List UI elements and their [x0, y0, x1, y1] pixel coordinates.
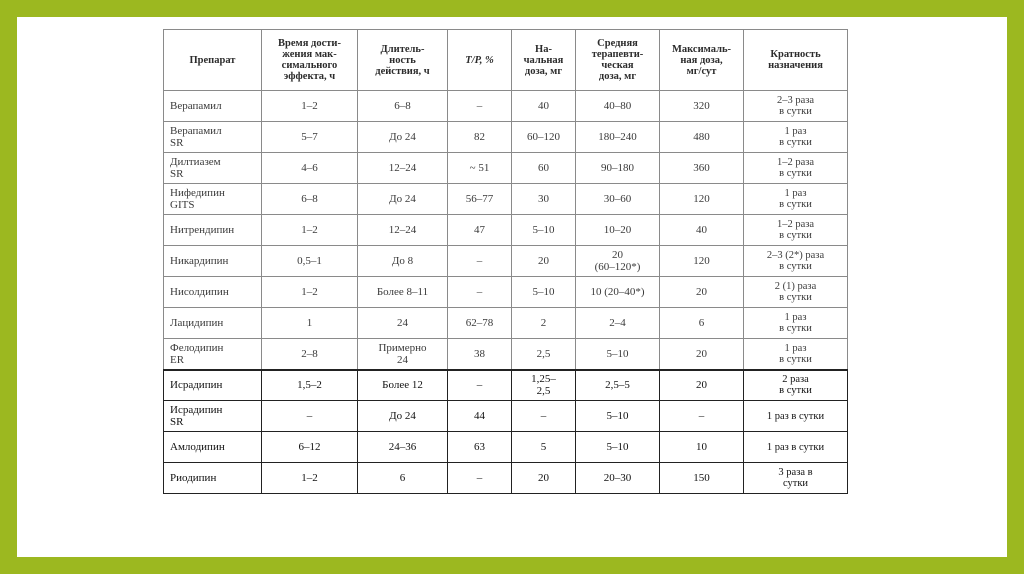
table-row [164, 432, 848, 463]
cell-initial-dose: 2 [512, 308, 576, 339]
cell-tp: – [448, 91, 512, 122]
cell-max-dose: 150 [660, 463, 744, 494]
drug-table [163, 29, 848, 494]
cell-mean-dose: 20 (60–120*) [576, 246, 660, 277]
cell-frequency: 1 раз в сутки [744, 308, 848, 339]
cell-frequency: 1 раз в сутки [744, 432, 848, 463]
cell-time-to-max: 1 [262, 308, 358, 339]
cell-initial-dose: 5 [512, 432, 576, 463]
cell-max-dose: 120 [660, 184, 744, 215]
cell-max-dose: 20 [660, 277, 744, 308]
table-row [164, 308, 848, 339]
cell-mean-dose: 5–10 [576, 339, 660, 370]
cell-drug: Дилтиазем SR [164, 153, 262, 184]
header-time-to-max-effect: Время дости- жения мак- симального эффекта, ч [262, 30, 358, 91]
cell-mean-dose: 10 (20–40*) [576, 277, 660, 308]
cell-drug: Исрадипин [164, 370, 262, 401]
cell-duration: Более 12 [358, 370, 448, 401]
cell-drug: Нитрендипин [164, 215, 262, 246]
cell-drug: Верапамил [164, 91, 262, 122]
cell-time-to-max: 1,5–2 [262, 370, 358, 401]
header-frequency: Кратность назначения [744, 30, 848, 91]
table-row [164, 370, 848, 401]
header-tp: T/P, % [448, 30, 512, 91]
cell-frequency: 1–2 раза в сутки [744, 153, 848, 184]
cell-time-to-max: – [262, 401, 358, 432]
cell-mean-dose: 20–30 [576, 463, 660, 494]
cell-max-dose: 20 [660, 339, 744, 370]
cell-max-dose: 320 [660, 91, 744, 122]
cell-mean-dose: 5–10 [576, 432, 660, 463]
cell-initial-dose: 20 [512, 463, 576, 494]
cell-max-dose: 120 [660, 246, 744, 277]
cell-mean-dose: 90–180 [576, 153, 660, 184]
cell-duration: Примерно 24 [358, 339, 448, 370]
cell-duration: До 24 [358, 184, 448, 215]
header-mean-dose: Средняя терапевти- ческая доза, мг [576, 30, 660, 91]
cell-frequency: 2–3 раза в сутки [744, 91, 848, 122]
cell-duration: До 24 [358, 122, 448, 153]
cell-mean-dose: 180–240 [576, 122, 660, 153]
header-initial-dose: На- чальная доза, мг [512, 30, 576, 91]
cell-drug: Нифедипин GITS [164, 184, 262, 215]
cell-mean-dose: 5–10 [576, 401, 660, 432]
header-max-dose: Максималь- ная доза, мг/сут [660, 30, 744, 91]
cell-drug: Исрадипин SR [164, 401, 262, 432]
cell-initial-dose: 30 [512, 184, 576, 215]
table-row [164, 463, 848, 494]
cell-tp: 38 [448, 339, 512, 370]
table-row [164, 215, 848, 246]
cell-mean-dose: 30–60 [576, 184, 660, 215]
cell-time-to-max: 2–8 [262, 339, 358, 370]
cell-mean-dose: 2–4 [576, 308, 660, 339]
cell-tp: 56–77 [448, 184, 512, 215]
cell-max-dose: 6 [660, 308, 744, 339]
cell-drug: Амлодипин [164, 432, 262, 463]
cell-mean-dose: 2,5–5 [576, 370, 660, 401]
cell-initial-dose: 60 [512, 153, 576, 184]
header-drug: Препарат [164, 30, 262, 91]
cell-tp: 44 [448, 401, 512, 432]
cell-drug: Фелодипин ER [164, 339, 262, 370]
cell-initial-dose: 60–120 [512, 122, 576, 153]
cell-duration: 24 [358, 308, 448, 339]
cell-time-to-max: 5–7 [262, 122, 358, 153]
cell-time-to-max: 1–2 [262, 91, 358, 122]
cell-frequency: 2 (1) раза в сутки [744, 277, 848, 308]
cell-tp: 82 [448, 122, 512, 153]
cell-drug: Нисолдипин [164, 277, 262, 308]
cell-initial-dose: 5–10 [512, 277, 576, 308]
header-row [164, 30, 848, 91]
slide [17, 17, 1007, 557]
cell-duration: 12–24 [358, 153, 448, 184]
cell-time-to-max: 0,5–1 [262, 246, 358, 277]
table-row [164, 91, 848, 122]
cell-max-dose: 480 [660, 122, 744, 153]
cell-max-dose: 40 [660, 215, 744, 246]
cell-time-to-max: 1–2 [262, 277, 358, 308]
header-duration: Длитель- ность действия, ч [358, 30, 448, 91]
cell-frequency: 1–2 раза в сутки [744, 215, 848, 246]
table-row [164, 401, 848, 432]
table-row [164, 153, 848, 184]
cell-drug: Риодипин [164, 463, 262, 494]
cell-initial-dose: 20 [512, 246, 576, 277]
cell-initial-dose: 5–10 [512, 215, 576, 246]
cell-tp: – [448, 246, 512, 277]
cell-duration: 6 [358, 463, 448, 494]
cell-tp: – [448, 370, 512, 401]
cell-time-to-max: 1–2 [262, 215, 358, 246]
cell-frequency: 1 раз в сутки [744, 184, 848, 215]
cell-time-to-max: 6–8 [262, 184, 358, 215]
table-body [164, 91, 848, 494]
cell-frequency: 1 раз в сутки [744, 401, 848, 432]
cell-drug: Лацидипин [164, 308, 262, 339]
cell-initial-dose: 40 [512, 91, 576, 122]
cell-tp: – [448, 277, 512, 308]
cell-initial-dose: 2,5 [512, 339, 576, 370]
cell-duration: Более 8–11 [358, 277, 448, 308]
cell-tp: 62–78 [448, 308, 512, 339]
cell-drug: Верапамил SR [164, 122, 262, 153]
table-row [164, 246, 848, 277]
cell-initial-dose: – [512, 401, 576, 432]
cell-max-dose: 360 [660, 153, 744, 184]
cell-duration: 24–36 [358, 432, 448, 463]
cell-duration: 12–24 [358, 215, 448, 246]
cell-time-to-max: 6–12 [262, 432, 358, 463]
cell-tp: ~ 51 [448, 153, 512, 184]
cell-tp: 63 [448, 432, 512, 463]
cell-mean-dose: 10–20 [576, 215, 660, 246]
cell-initial-dose: 1,25– 2,5 [512, 370, 576, 401]
cell-tp: 47 [448, 215, 512, 246]
cell-max-dose: 20 [660, 370, 744, 401]
cell-frequency: 1 раз в сутки [744, 122, 848, 153]
table-row [164, 122, 848, 153]
table-row [164, 339, 848, 370]
cell-max-dose: 10 [660, 432, 744, 463]
cell-duration: До 8 [358, 246, 448, 277]
cell-mean-dose: 40–80 [576, 91, 660, 122]
cell-duration: 6–8 [358, 91, 448, 122]
table-row [164, 184, 848, 215]
cell-tp: – [448, 463, 512, 494]
cell-frequency: 2–3 (2*) раза в сутки [744, 246, 848, 277]
cell-frequency: 1 раз в сутки [744, 339, 848, 370]
cell-duration: До 24 [358, 401, 448, 432]
table-row [164, 277, 848, 308]
cell-drug: Никардипин [164, 246, 262, 277]
cell-time-to-max: 4–6 [262, 153, 358, 184]
cell-max-dose: – [660, 401, 744, 432]
cell-frequency: 2 раза в сутки [744, 370, 848, 401]
cell-time-to-max: 1–2 [262, 463, 358, 494]
cell-frequency: 3 раза в сутки [744, 463, 848, 494]
